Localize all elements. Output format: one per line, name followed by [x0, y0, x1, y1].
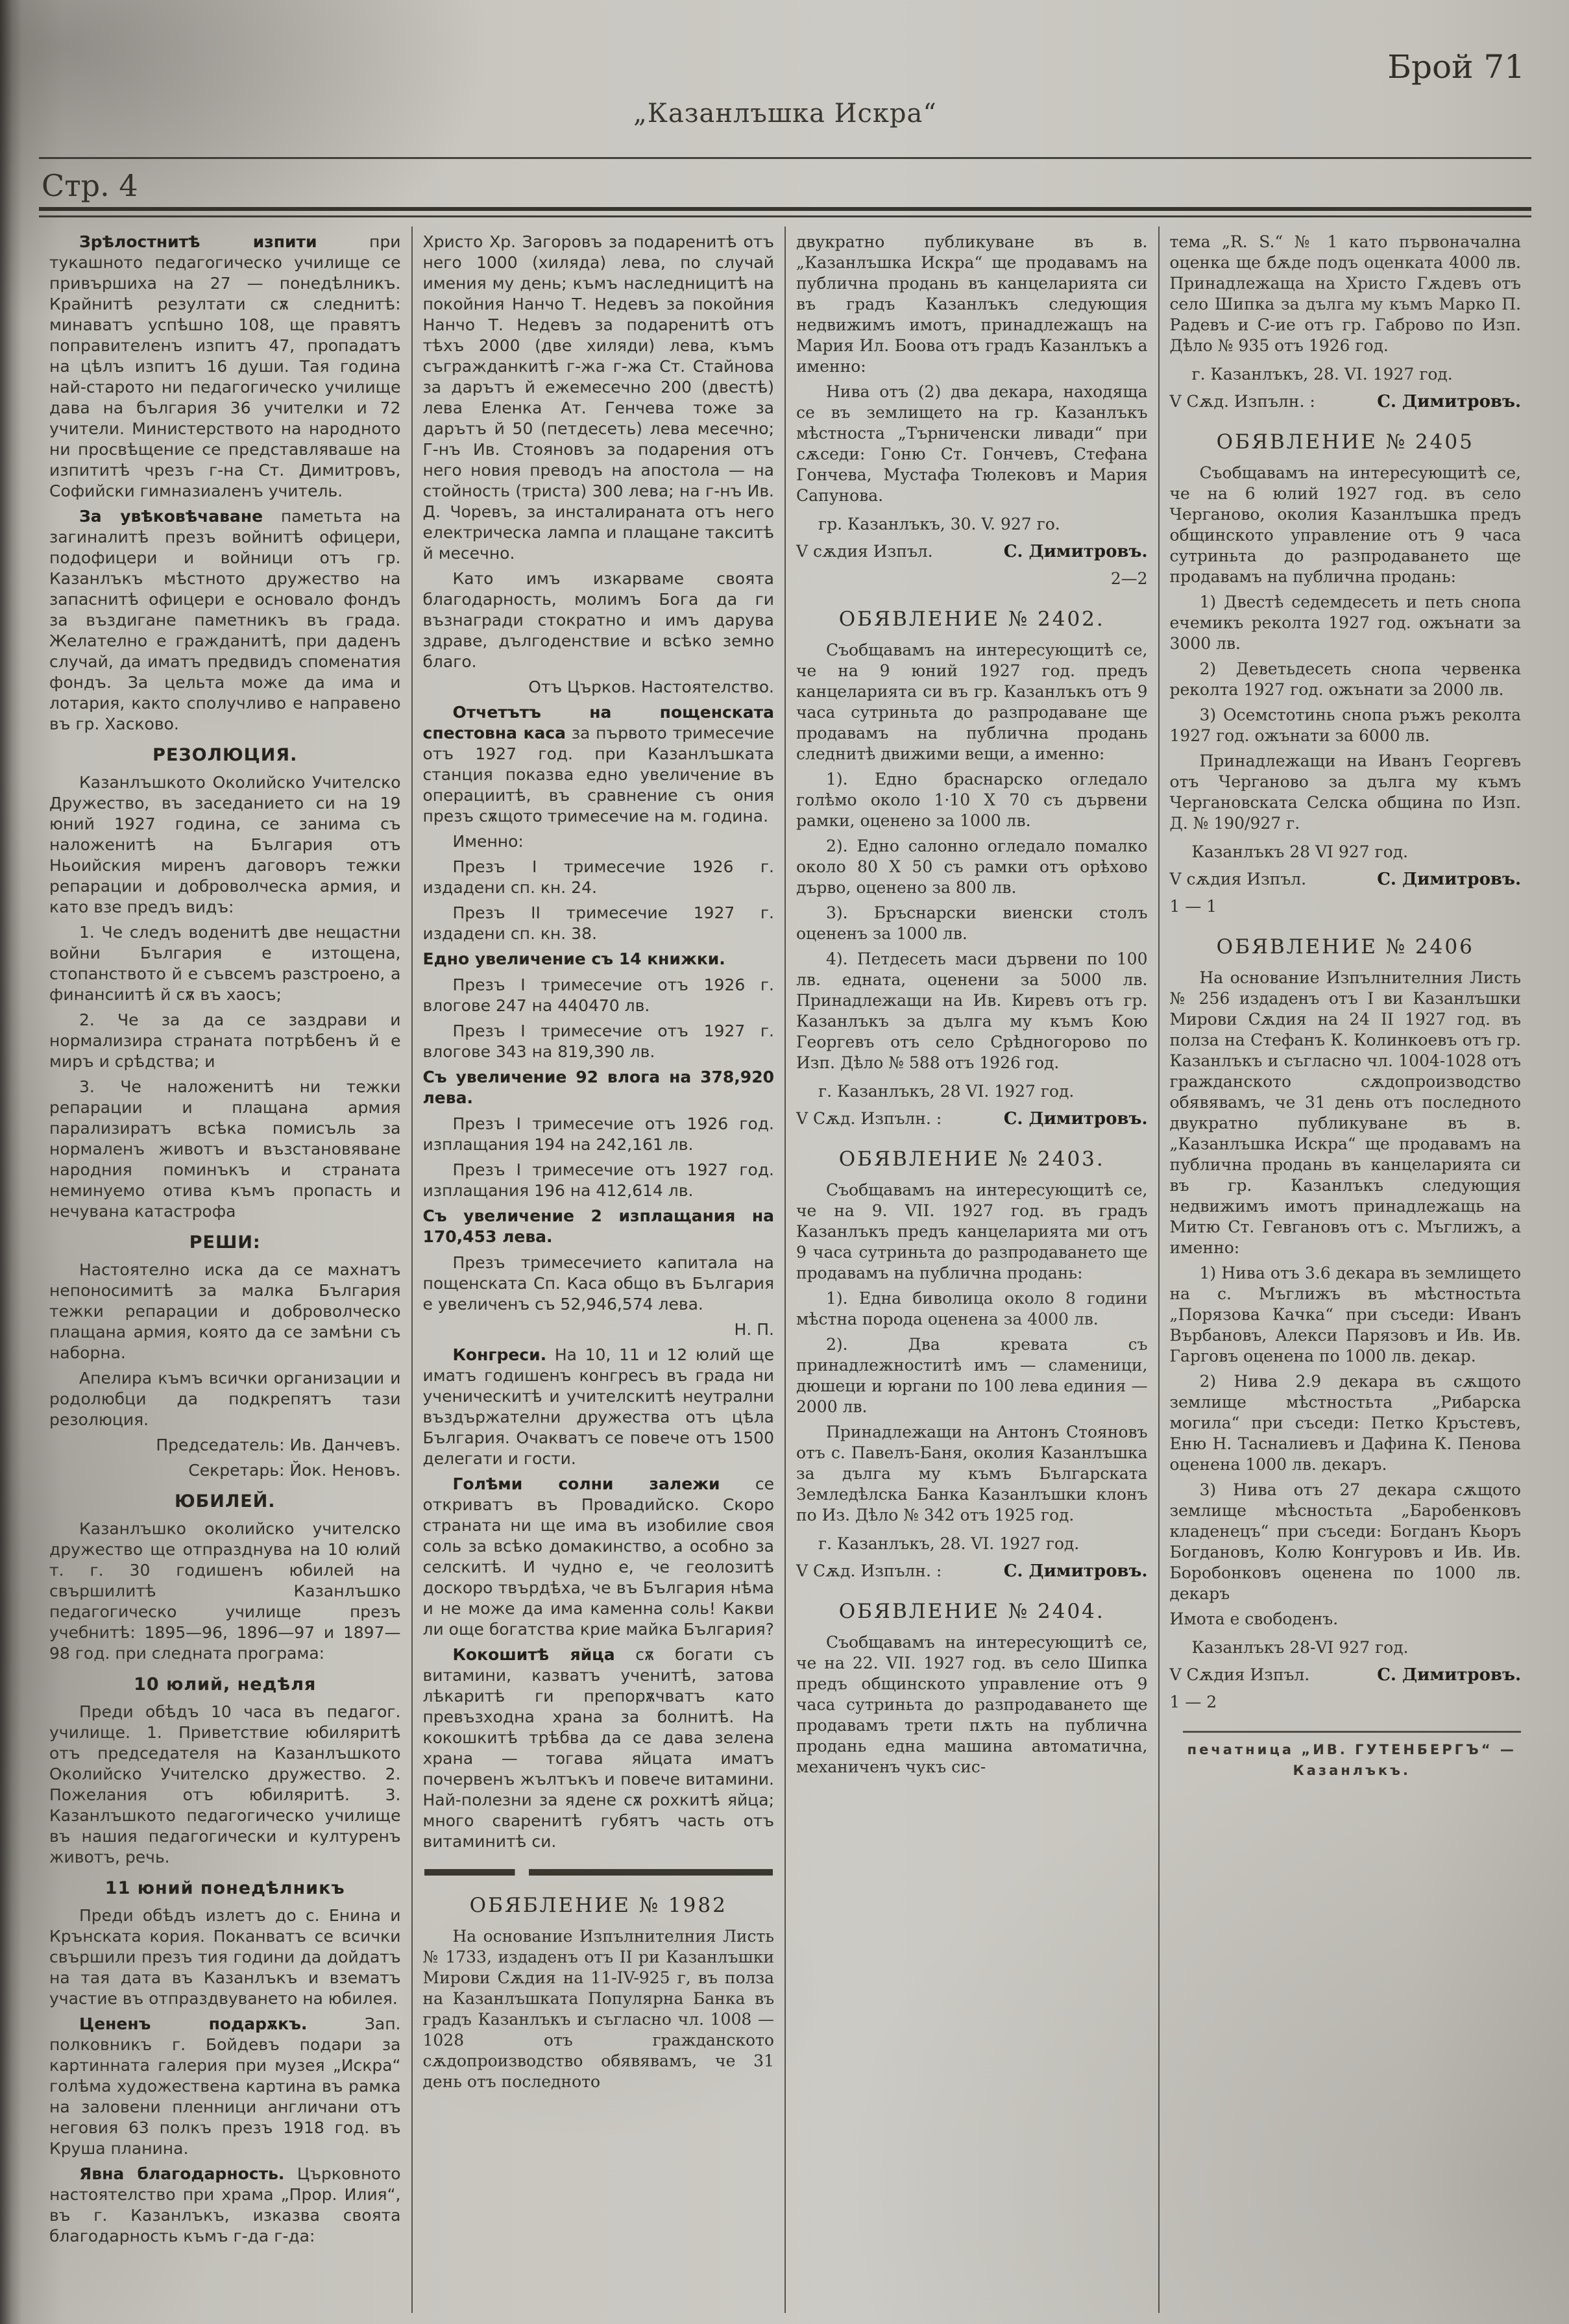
article-paragraph	[49, 1519, 401, 1664]
signature-title: V Сѫд. Изпълн. :	[796, 1561, 942, 1580]
paragraph-text: Църковното настоятелство при храма „Прор. Илия“, въ г. Казанлъкъ, изказва своята благодарность къмъ г-да г-да:	[49, 2164, 401, 2245]
paragraph-text: Апелира къмъ всички организации и родолюбци да подкрепятъ тази резолюция.	[49, 1369, 401, 1429]
article-paragraph	[1170, 1263, 1522, 1367]
judge-name: С. Димитровъ.	[1003, 1561, 1148, 1581]
paragraph-text: 1). Една биволица около 8 години мѣстна порода оценена за 4000 лв.	[796, 1289, 1148, 1328]
paragraph-text: Презъ I тримесечие 1926 г. издадени сп. кн. 24.	[422, 857, 774, 897]
paragraph-text: 1. Че следъ воденитѣ две нещастни войни България е изтощена, стопанството й е съвсемъ разстроено, а финансиитѣ й сѫ въ хаосъ;	[49, 923, 401, 1004]
article-paragraph	[1170, 1609, 1522, 1630]
dateline: Казанлъкъ 28 VI 927 год.	[1191, 842, 1409, 861]
section-news	[423, 232, 775, 1852]
article-lead: Голѣми солни залежи	[452, 1474, 720, 1493]
signature-title: V Сѫдия Изпъл.	[1169, 1665, 1310, 1684]
paragraph-text: Имота е свободенъ.	[1169, 1609, 1339, 1628]
article-paragraph	[796, 232, 1148, 377]
article-paragraph	[1170, 751, 1522, 834]
article-paragraph	[796, 949, 1148, 1073]
paragraph-text: Презъ II тримесечие 1927 г. издадени сп. кн. 38.	[422, 903, 774, 943]
paragraph-text: 3) Осемстотинь снопа ръжъ реколта 1927 год. ожънати за 6000 лв.	[1169, 705, 1521, 745]
section-legal	[423, 1869, 775, 2092]
article-paragraph	[423, 569, 775, 672]
paragraph-text: двукратно публикуване въ в. „Казанлъшка Искра“ ще продавамъ на публична продань въ канцеларията си въ градъ Казанлъкъ следующия недвижимъ имотъ, принадлежащъ на Мария Ил. Боова отъ градъ Казанлъкъ а именно:	[796, 232, 1148, 376]
page-number: Стр. 4	[42, 168, 138, 203]
article-paragraph	[423, 1345, 775, 1469]
article-paragraph	[49, 1702, 401, 1868]
article-paragraph	[796, 1180, 1148, 1284]
paragraph-text: Презъ I тримесечие отъ 1927 г. влогове 343 на 819,390 лв.	[422, 1021, 774, 1061]
paragraph-text: 4). Петдесеть маси дървени по 100 лв. едната, оценени за 5000 лв. Принадлежащи на Ив. Киревъ отъ гр. Казанлъкъ за дълга му къмъ Кою Георгевъ отъ село Срѣдногорово по Изп. Дѣло № 588 отъ 1926 год.	[796, 949, 1148, 1072]
article-paragraph	[796, 1632, 1148, 1778]
notice-heading: ОБЯБЛЕНИЕ № 1982	[469, 1894, 727, 1917]
article-paragraph	[796, 1334, 1148, 1417]
printer-imprint	[1183, 1731, 1522, 1781]
article-paragraph	[796, 382, 1148, 506]
article-paragraph	[1170, 968, 1522, 1258]
paragraph-text: Нива отъ (2) два декара, находяща се въ землището на гр. Казанлъкъ мѣстноста „Търниченски ливади“ при сѫседи: Гоню Ст. Гончевъ, Стефана Гончева, Мустафа Тюлековъ и Мария Сапунова.	[796, 382, 1148, 505]
paragraph-text: Презъ тримесечието капитала на пощенската Сп. Каса общо въ България е увеличенъ съ 52,946,574 лева.	[422, 1253, 774, 1314]
column-2	[411, 226, 785, 2313]
signature-title: V сѫдия Изпъл.	[796, 542, 933, 561]
paragraph-text: Преди обѣдъ 10 часа въ педагог. училище. 1. Приветствие юбиляритѣ отъ председателя на Казанлъшкото Околийско Учителско дружество. 2. Пожелания отъ юбиляритѣ. 3. Казанлъшкото педагогическо училище въ нашия педагогически и културенъ животъ, речь.	[49, 1702, 401, 1866]
issue-number: Брой 71	[1387, 48, 1525, 86]
article-paragraph	[49, 1077, 401, 1222]
right-aligned-line: 2—2	[1110, 569, 1148, 588]
paragraph-text: На основание Изпълнителния Листь № 256 издаденъ отъ I ви Казанлъшки Мирови Сѫдия на 24 II 1927 год. въ полза на Стефанъ К. Колинкоевъ отъ гр. Казанлъкъ и съгласно чл. 1004-1028 отъ гражданското сѫдопроизводство обявявамъ, че 31 день отъ последното двукратно публикуване въ в. „Казанлъшка Искра“ ще продавамъ на публична продань въ канцеларията си въ гр. Казанлъкъ следующия недвижимъ имотъ принадлежащь на Митю Ст. Гевгановъ отъ с. Мъглижъ, а именно:	[1169, 968, 1521, 1257]
paragraph-text: 2). Два кревата съ принадлежноститѣ имъ — сламеници, дюшеци и юргани по 100 лева единия — 2000 лв.	[796, 1335, 1148, 1416]
signature-line	[796, 541, 1148, 562]
article-paragraph	[1170, 705, 1522, 746]
article-lead: Зрѣлостнитѣ изпити	[79, 232, 317, 251]
article-paragraph	[423, 1021, 775, 1062]
section-legal	[1170, 232, 1522, 1781]
judge-name: С. Димитровъ.	[1377, 1665, 1521, 1685]
sequence-mark: 1 — 1	[1169, 897, 1217, 916]
paragraph-text: Принадлежащи на Антонъ Стояновъ отъ с. Павелъ-Баня, околия Казанлъшка за дълга му къмъ Българската Земледѣлска Банка Казанлъшки клонъ по Из. Дѣло № 342 отъ 1925 год.	[796, 1423, 1148, 1524]
dateline: Казанлъкъ 28-VI 927 год.	[1191, 1638, 1409, 1657]
paragraph-text: Като имъ изкарваме своята благодарность, молимъ Бога да ги възнагради стократно и имъ дарува здраве, дългоденствие и всѣко земно благо.	[422, 569, 774, 671]
dateline: г. Казанлъкъ, 28. VI. 1927 год.	[1191, 365, 1453, 384]
columns-area	[39, 226, 1531, 2313]
article-paragraph	[49, 1368, 401, 1430]
article-lead: Конгреси.	[452, 1345, 547, 1364]
notice-heading: ОБЯВЛЕНИЕ № 2403.	[838, 1147, 1105, 1171]
article-paragraph	[1170, 1371, 1522, 1475]
article-paragraph	[796, 836, 1148, 898]
article-lead: Отчетътъ на пощенската спестовна каса	[422, 703, 774, 742]
paragraph-text: тема „R. S.“ № 1 като първоначална оценка ще бѫде подъ оценката 4000 лв. Принадлежаща на Христо Гѫдевъ отъ село Шипка за дълга му къмъ Марко П. Радевъ и С-ие отъ гр. Габрово по Изп. Дѣло № 935 отъ 1926 год.	[1169, 232, 1521, 355]
right-aligned-line: Н. П.	[734, 1320, 774, 1339]
article-paragraph	[423, 1645, 775, 1852]
signature-line	[1170, 391, 1522, 412]
paragraph-text: На основание Изпълнителния Листь № 1733, издаденъ отъ II ри Казанлъшки Мирови Сѫдия на 11-IV-925 г, въ полза на Казанлъшката Популярна Банка въ градъ Казанлъкъ и съгласно чл. 1008 — 1028 отъ гражданското сѫдопроизводство обявявамъ, че 31 день отъ последното	[422, 1927, 774, 2091]
article-paragraph	[49, 1905, 401, 2009]
emphasis-paragraph: Съ увеличение 2 изплащания на 170,453 лева.	[422, 1206, 774, 1246]
article-paragraph	[423, 702, 775, 827]
signature-line	[796, 1108, 1148, 1129]
article-paragraph	[49, 772, 401, 918]
page-label-band	[39, 159, 1531, 207]
paragraph-text: Казанлъшкото Околийско Учителско Дружество, въ заседанието си на 19 юний 1927 година, се занима съ наложенитѣ на България отъ Ньоийския миренъ даговоръ тежки репарации и доброволческа армия, и като взе предъ видъ:	[49, 773, 401, 916]
section-legal	[796, 232, 1148, 1778]
article-paragraph	[423, 857, 775, 898]
paragraph-text: за първото тримесечие отъ 1927 год. при Казанлъшката станция показва едно увеличение въ операциитѣ, въ сравнение съ ония презъ сѫщото тримесечие на м. година.	[422, 724, 774, 826]
paragraph-text: Христо Хр. Загоровъ за подаренитѣ отъ него 1000 (хиляда) лева, по случай имения му день; къмъ наследницитѣ на покойния Нанчо Т. Недевъ за покойния Нанчо Т. Недевъ за подаренитѣ отъ тѣхъ 2000 (две хиляди) лева, къмъ съгражданкитѣ г-жа г-жа Ст. Стайнова за дарътъ й ежемесечно 200 (двестѣ) лева Еленка Ат. Генчева тоже за дарътъ й 50 (петдесеть) лева месечно; Г-нъ Ив. Стояновъ за подарения отъ него новия преводъ на апостола — на стойность (триста) 300 лева; на г-нъ Ив. Д. Чоревъ, за инсталираната отъ него електрическа лампа и плащане такситѣ й месечно.	[422, 232, 774, 563]
paragraph-text: Настоятелно иска да се махнатъ непоносимитѣ за малка България тежки репарации и доброволческо плащана армия, която да се замѣни съ наборна.	[49, 1260, 401, 1362]
dateline: г. Казанлъкъ, 28. VI. 1927 год.	[818, 1534, 1080, 1553]
article-paragraph	[423, 1253, 775, 1315]
article-paragraph	[423, 1160, 775, 1201]
article-paragraph	[1170, 659, 1522, 700]
paragraph-text: 3. Че наложенитѣ ни тежки репарации и плащана армия парализиратъ всѣка помисъль за нормаленъ животъ и възстановяване народния поминъкъ и страната неминуемо отива къмъ пропасть и нечувана катастрофа	[49, 1077, 401, 1221]
article-paragraph	[423, 232, 775, 564]
article-paragraph	[423, 1474, 775, 1640]
paragraph-text: Принадлежащи на Иванъ Георгевъ отъ Черганово за дълга му къмъ Чергановската Селска община по Изп. Д. № 190/927 г.	[1169, 752, 1521, 833]
right-aligned-line: Отъ Църков. Настоятелство.	[528, 678, 774, 696]
column-1	[39, 226, 411, 2313]
signature-line	[796, 1561, 1148, 1582]
judge-name: С. Димитровъ.	[1003, 542, 1148, 561]
paragraph-text: Презъ I тримесечие отъ 1927 год. изплащания 196 на 412,614 лв.	[422, 1160, 774, 1200]
paragraph-text: при тукашното педагогическо училище се привършиха на 27 — понедѣлникъ. Крайнитѣ резултати сѫ следнитѣ: минаватъ успѣшно 108, ще правятъ поправителенъ изпитъ 47, пропадатъ на цѣлъ изпитъ 16 души. Тая година най-старото ни педагогическо училище дава на българия 36 учителки и 72 учители. Министерството на народното ни просвѣщение се представляваше на изпититѣ чрезъ г-на Ст. Димитровъ, Софийски гимназиаленъ учитель.	[49, 232, 401, 500]
paragraph-text: 1) Нива отъ 3.6 декара въ землището на с. Мъглижъ въ мѣстностьта „Порязова Качка“ при съседи: Иванъ Върбановъ, Алекси Парязовъ и Ив. Ив. Гарговъ оценена по 1000 лв. декар.	[1169, 1264, 1521, 1365]
article-lead: Явна благодарность.	[79, 2164, 285, 2183]
notice-heading: ОБЯВЛЕНИЕ № 2405	[1216, 430, 1474, 454]
paragraph-text: Съобщавамъ на интересующитѣ се, че на 9 юний 1927 год. предъ канцеларията си въ гр. Казанлъкъ отъ 9 часа сутриньта до разпродаване ще продавамъ на публична продань следнитѣ движими вещи, а именно:	[796, 641, 1148, 763]
paragraph-text: На 10, 11 и 12 юлий ще иматъ годишенъ конгресъ въ града ни ученическитѣ и учителскитѣ неутрални въздържателни дружества отъ цѣла България. Очакватъ се повече отъ 1500 делегати и гости.	[422, 1345, 774, 1468]
judge-name: С. Димитровъ.	[1377, 870, 1521, 889]
dateline: г. Казанлъкъ, 28 VI. 1927 год.	[818, 1082, 1075, 1101]
sequence-mark: 1 — 2	[1169, 1693, 1217, 1711]
article-lead: Цененъ подарѫкъ.	[79, 2014, 308, 2033]
paragraph-text: Презъ I тримесечие отъ 1926 г. влогове 247 на 440470 лв.	[422, 975, 774, 1015]
article-paragraph	[1170, 1480, 1522, 1604]
article-paragraph	[1170, 592, 1522, 654]
article-heading: ЮБИЛЕЙ.	[174, 1491, 276, 1511]
notice-heading: ОБЯВЛЕНИЕ № 2406	[1216, 935, 1474, 959]
paragraph-text: сѫ богати съ витамини, казватъ ученитѣ, затова лѣкаритѣ ги препорѫчватъ като превъзходна храна за болнитѣ. На кокошкитѣ трѣбва да се дава зелена храна — тогава яйцата иматъ почервенъ жълтъкъ и повече витамини. Най-полезни за ядене сѫ рохкитѣ яйца; много сваренитѣ губятъ часть отъ витаминитѣ си.	[422, 1645, 774, 1851]
article-heading: РЕШИ:	[189, 1232, 261, 1253]
article-paragraph	[1170, 463, 1522, 587]
masthead-title: „Казанлъшка Искра“	[633, 99, 937, 128]
paragraph-text: Съобщавамъ на интересующитѣ се, че на 9. VII. 1927 год. въ градъ Казанлъкъ предъ канцеларията ми отъ 9 часа сутриньта до разпродаването ще продавамъ на публична продань:	[796, 1180, 1148, 1282]
article-paragraph	[423, 831, 775, 852]
article-paragraph	[49, 2014, 401, 2159]
paragraph-text: 3). Бръснарски виенски столъ оцененъ за 1000 лв.	[796, 903, 1148, 943]
paragraph-text: 2) Нива 2.9 декара въ сѫщото землище мѣстностьта „Рибарска могила“ при съседи: Петко Кръстевъ, Еню Н. Тасналиевъ и Дафина К. Пенова оценена 1000 лв. декаръ.	[1169, 1372, 1521, 1474]
right-aligned-line: Секретарь: Йок. Неновъ.	[188, 1461, 401, 1480]
column-3	[784, 226, 1158, 2313]
paragraph-text: 3) Нива отъ 27 декара сѫщото землище мѣсностьта „Баробенковъ кладенецъ“ при съседи: Богданъ Кьоръ Богдановъ, Колю Конгуровъ и Ив. Ив. Боробонковъ оценена по 1000 лв. декаръ	[1169, 1480, 1521, 1603]
article-paragraph	[49, 922, 401, 1005]
article-paragraph	[796, 640, 1148, 764]
paragraph-text: 1) Двестѣ седемдесеть и петь снопа ечемикъ реколта 1927 год. ожънати за 3000 лв.	[1169, 593, 1521, 653]
judge-name: С. Димитровъ.	[1003, 1109, 1148, 1129]
article-paragraph	[796, 769, 1148, 831]
article-paragraph	[796, 1422, 1148, 1526]
emphasis-paragraph: Едно увеличение съ 14 книжки.	[422, 949, 725, 968]
paragraph-text: Именно:	[452, 832, 524, 851]
article-paragraph	[796, 1288, 1148, 1330]
article-paragraph	[423, 975, 775, 1016]
article-paragraph	[49, 2164, 401, 2247]
column-4	[1158, 226, 1532, 2313]
signature-title: V сѫдия Изпъл.	[1169, 870, 1307, 888]
paragraph-text: Зап. полковникъ г. Бойдевъ подари за картинната галерия при музея „Искра“ голѣма художествена картина въ рамка на заловени пленници англичани отъ неговия 63 полкъ презъ 1918 год. въ Круша планина.	[49, 2014, 401, 2158]
section-news	[49, 232, 401, 2247]
article-paragraph	[49, 1260, 401, 1364]
article-heading: 11 юний понедѣлникъ	[104, 1878, 345, 1898]
paragraph-text: 2). Едно салонно огледало помалко около 80 X 50 съ рамки отъ орѣхово дърво, оценено за 800 лв.	[796, 837, 1148, 897]
article-heading: РЕЗОЛЮЦИЯ.	[152, 745, 298, 765]
article-lead: За увѣковѣчаване	[79, 507, 263, 526]
article-heading: 10 юлий, недѣля	[134, 1674, 317, 1694]
paragraph-text: Съобщавамъ на интересующитѣ се, че на 22. VII. 1927 год. въ село Шипка предъ общинското управление отъ 9 часа сутриньта до разпродаването ще продавамъ трети пѫть на публична продань една машина автоматична, механиченъ чукъ сис-	[796, 1633, 1148, 1776]
article-paragraph	[1170, 232, 1522, 356]
article-paragraph	[796, 903, 1148, 944]
emphasis-paragraph: Съ увеличение 92 влога на 378,920 лева.	[422, 1068, 774, 1107]
paragraph-text: Съобщавамъ на интересующитѣ се, че на 6 юлий 1927 год. въ село Черганово, околия Казанлъшка предъ общинското управление отъ 9 часа сутриньта до разпродаването ще продавамъ на публична продань:	[1169, 463, 1521, 586]
paragraph-text: 2) Деветьдесеть снопа червенка реколта 1927 год. ожънати за 2000 лв.	[1169, 659, 1521, 699]
page-header	[39, 22, 1531, 157]
paragraph-text: Казанлъшко околийско учителско дружество ще отпразднува на 10 юлий т. г. 30 годишенъ юбилей на свършилитѣ Казанлъшко педагогическо училище презъ учебнитѣ: 1895—96, 1896—97 и 1897—98 год. при следната програма:	[49, 1519, 401, 1663]
article-paragraph	[423, 1114, 775, 1155]
signature-line	[1170, 869, 1522, 890]
signature-line	[1170, 1665, 1522, 1685]
right-aligned-line: Председатель: Ив. Данчевъ.	[156, 1436, 401, 1454]
notice-heading: ОБЯВЛЕНИЕ № 2404.	[838, 1600, 1105, 1623]
article-lead: Кокошитѣ яйца	[452, 1645, 615, 1664]
paragraph-text: паметьта на загиналитѣ презъ войнитѣ офицери, подофицери и войници отъ гр. Казанлъкъ мѣстното дружество на запаснитѣ офицери е основало фондъ за въздигане паметникъ въ града. Желателно е гражданитѣ, при даденъ случай, да иматъ предвидъ споменатия фондъ. За цельта може да има и лотария, както сполучливо е направено въ гр. Хасково.	[49, 507, 401, 733]
paragraph-text: се откриватъ въ Провадийско. Скоро страната ни ще има въ изобилие своя соль за всѣко домакинство, а особно за селскитѣ. И чудно е, че геолозитѣ доскоро твърдѣха, че въ България нѣма и не може да има каменна соль! Какви ли още богатства крие майка България?	[422, 1474, 774, 1639]
paragraph-text: 2. Че за да се заздрави и нормализира страната потрѣбенъ й е миръ и срѣдства; и	[49, 1010, 401, 1071]
signature-title: V Сѫд. Изпълн. :	[796, 1109, 942, 1128]
printer-imprint-text: печатница „ИВ. ГУТЕНБЕРГЪ“ — Казанлъкъ.	[1187, 1742, 1516, 1778]
paragraph-text: 1). Едно браснарско огледало голѣмо около 1·10 X 70 съ дървени рамки, оценено за 1000 лв.	[796, 770, 1148, 830]
dateline: гр. Казанлъкъ, 30. V. 927 го.	[818, 515, 1060, 533]
notice-heading: ОБЯВЛЕНИЕ № 2402.	[838, 607, 1105, 631]
section-divider	[424, 1869, 773, 1876]
paragraph-text: Преди обѣдъ излетъ до с. Енина и Крънската кория. Поканватъ се всички свършили презъ тия години да дойдатъ на тая дата въ Казанлъкъ и взематъ участие въ отпраздвуването на юбилея.	[49, 1906, 401, 2008]
judge-name: С. Димитровъ.	[1377, 392, 1521, 411]
article-paragraph	[49, 232, 401, 502]
article-paragraph	[423, 1926, 775, 2092]
signature-title: V Сѫд. Изпълн. :	[1169, 392, 1315, 411]
header-rule-double	[39, 207, 1531, 217]
article-paragraph	[423, 903, 775, 944]
paragraph-text: Презъ I тримесечие отъ 1926 год. изплащания 194 на 242,161 лв.	[422, 1114, 774, 1154]
article-paragraph	[49, 506, 401, 735]
article-paragraph	[49, 1010, 401, 1072]
